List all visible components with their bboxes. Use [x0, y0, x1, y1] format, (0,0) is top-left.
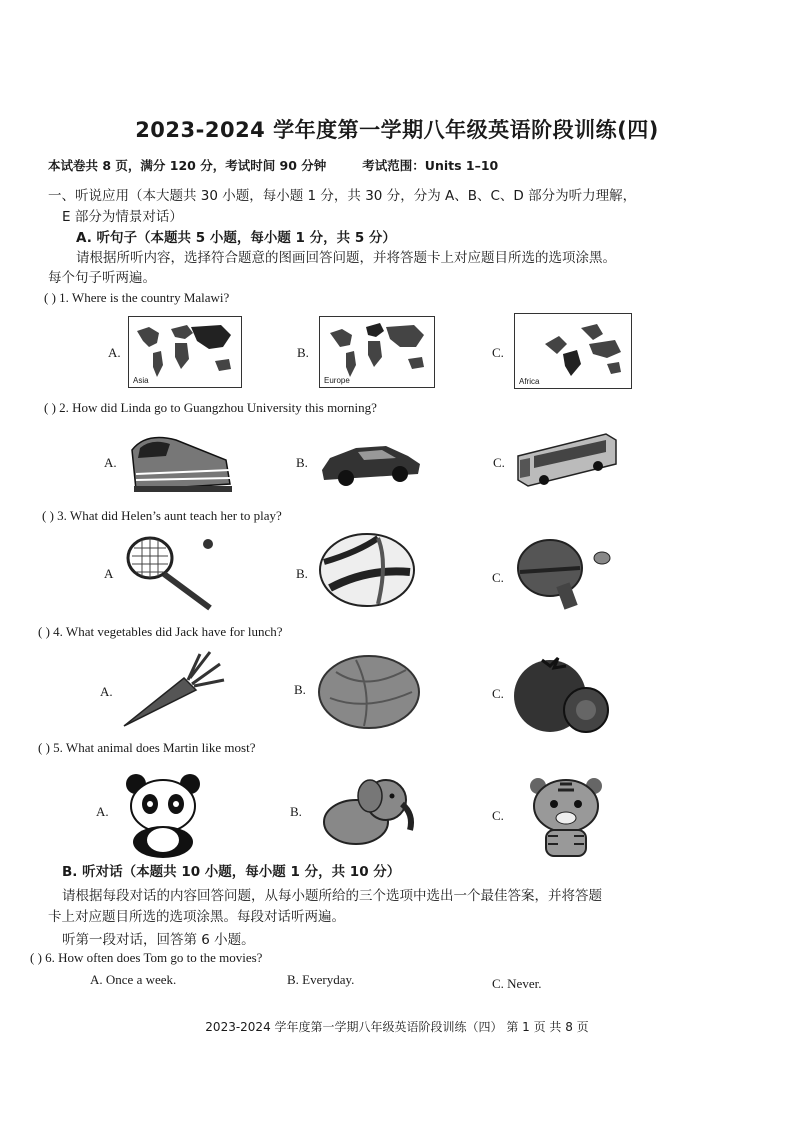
tomato-icon: [512, 652, 610, 736]
q3-option-b-label: B.: [296, 566, 308, 581]
q2-option-c-label: C.: [493, 455, 505, 470]
q5-option-b-label: B.: [290, 804, 302, 819]
section-heading-line1: 一、听说应用（本大题共 30 小题，每小题 1 分，共 30 分，分为 A、B、C、D 部分为听力理解，: [48, 188, 637, 204]
question-4: ( ) 4. What vegetables did Jack have for lunch?: [38, 624, 283, 639]
world-map-africa-icon: [514, 313, 632, 389]
part-b-title: B. 听对话（本题共 10 小题，每小题 1 分，共 10 分）: [62, 864, 401, 880]
q5-option-c-label: C.: [492, 808, 504, 823]
q6-option-a: A. Once a week.: [90, 972, 177, 987]
part-b-subheading: 听第一段对话，回答第 6 小题。: [62, 932, 255, 948]
q1-option-b-caption: Europe: [324, 376, 350, 385]
part-a-instruction-line2: 每个句子听两遍。: [48, 270, 156, 286]
question-1: ( ) 1. Where is the country Malawi?: [44, 290, 230, 305]
question-6: ( ) 6. How often does Tom go to the movies?: [30, 950, 263, 965]
volleyball-icon: [318, 532, 416, 608]
q1-option-c-caption: Africa: [519, 377, 540, 386]
q4-option-b-label: B.: [294, 682, 306, 697]
panda-icon: [118, 770, 208, 858]
q2-option-b-label: B.: [296, 455, 308, 470]
page-title: 2023-2024 学年度第一学期八年级英语阶段训练(四): [135, 118, 659, 142]
exam-info-range: 考试范围：Units 1–10: [362, 158, 499, 173]
q1-option-b-label: B.: [297, 345, 309, 360]
q3-option-c-label: C.: [492, 570, 504, 585]
part-a-title: A. 听句子（本题共 5 小题，每小题 1 分，共 5 分）: [76, 230, 396, 246]
cabbage-icon: [316, 652, 422, 730]
page-footer: 2023-2024 学年度第一学期八年级英语阶段训练（四） 第 1 页 共 8 页: [205, 1020, 589, 1034]
part-b-instruction-line1: 请根据每段对话的内容回答问题，从每小题所给的三个选项中选出一个最佳答案，并将答题: [62, 888, 602, 904]
question-5: ( ) 5. What animal does Martin like most?: [38, 740, 256, 755]
q1-option-a-label: A.: [108, 345, 121, 360]
q3-option-a-label: A: [104, 566, 114, 581]
world-map-asia-icon: [128, 316, 242, 388]
q4-option-a-label: A.: [100, 684, 113, 699]
bus-icon: [514, 430, 620, 490]
ping-pong-paddle-icon: [516, 538, 616, 610]
question-3: ( ) 3. What did Helen’s aunt teach her to play?: [42, 508, 282, 523]
elephant-icon: [314, 770, 418, 848]
exam-info-left: 本试卷共 8 页，满分 120 分，考试时间 90 分钟: [48, 158, 327, 173]
q1-option-c-label: C.: [492, 345, 504, 360]
tiger-icon: [524, 774, 608, 860]
car-icon: [316, 434, 424, 490]
train-icon: [126, 430, 236, 496]
section-heading-line2: E 部分为情景对话）: [62, 209, 183, 225]
exam-info: [48, 156, 498, 174]
question-2: ( ) 2. How did Linda go to Guangzhou University this morning?: [44, 400, 377, 415]
q6-option-b: B. Everyday.: [287, 972, 355, 987]
tennis-racket-icon: [122, 534, 218, 612]
q6-option-c: C. Never.: [492, 976, 542, 991]
q4-option-c-label: C.: [492, 686, 504, 701]
world-map-europe-icon: [319, 316, 435, 388]
part-a-instruction-line1: 请根据所听内容，选择符合题意的图画回答问题，并将答题卡上对应题目所选的选项涂黑。: [76, 250, 616, 266]
q2-option-a-label: A.: [104, 455, 117, 470]
q1-option-a-caption: Asia: [133, 376, 149, 385]
part-b-instruction-line2: 卡上对应题目所选的选项涂黑。每段对话听两遍。: [48, 909, 345, 925]
q5-option-a-label: A.: [96, 804, 109, 819]
carrot-icon: [120, 650, 226, 728]
